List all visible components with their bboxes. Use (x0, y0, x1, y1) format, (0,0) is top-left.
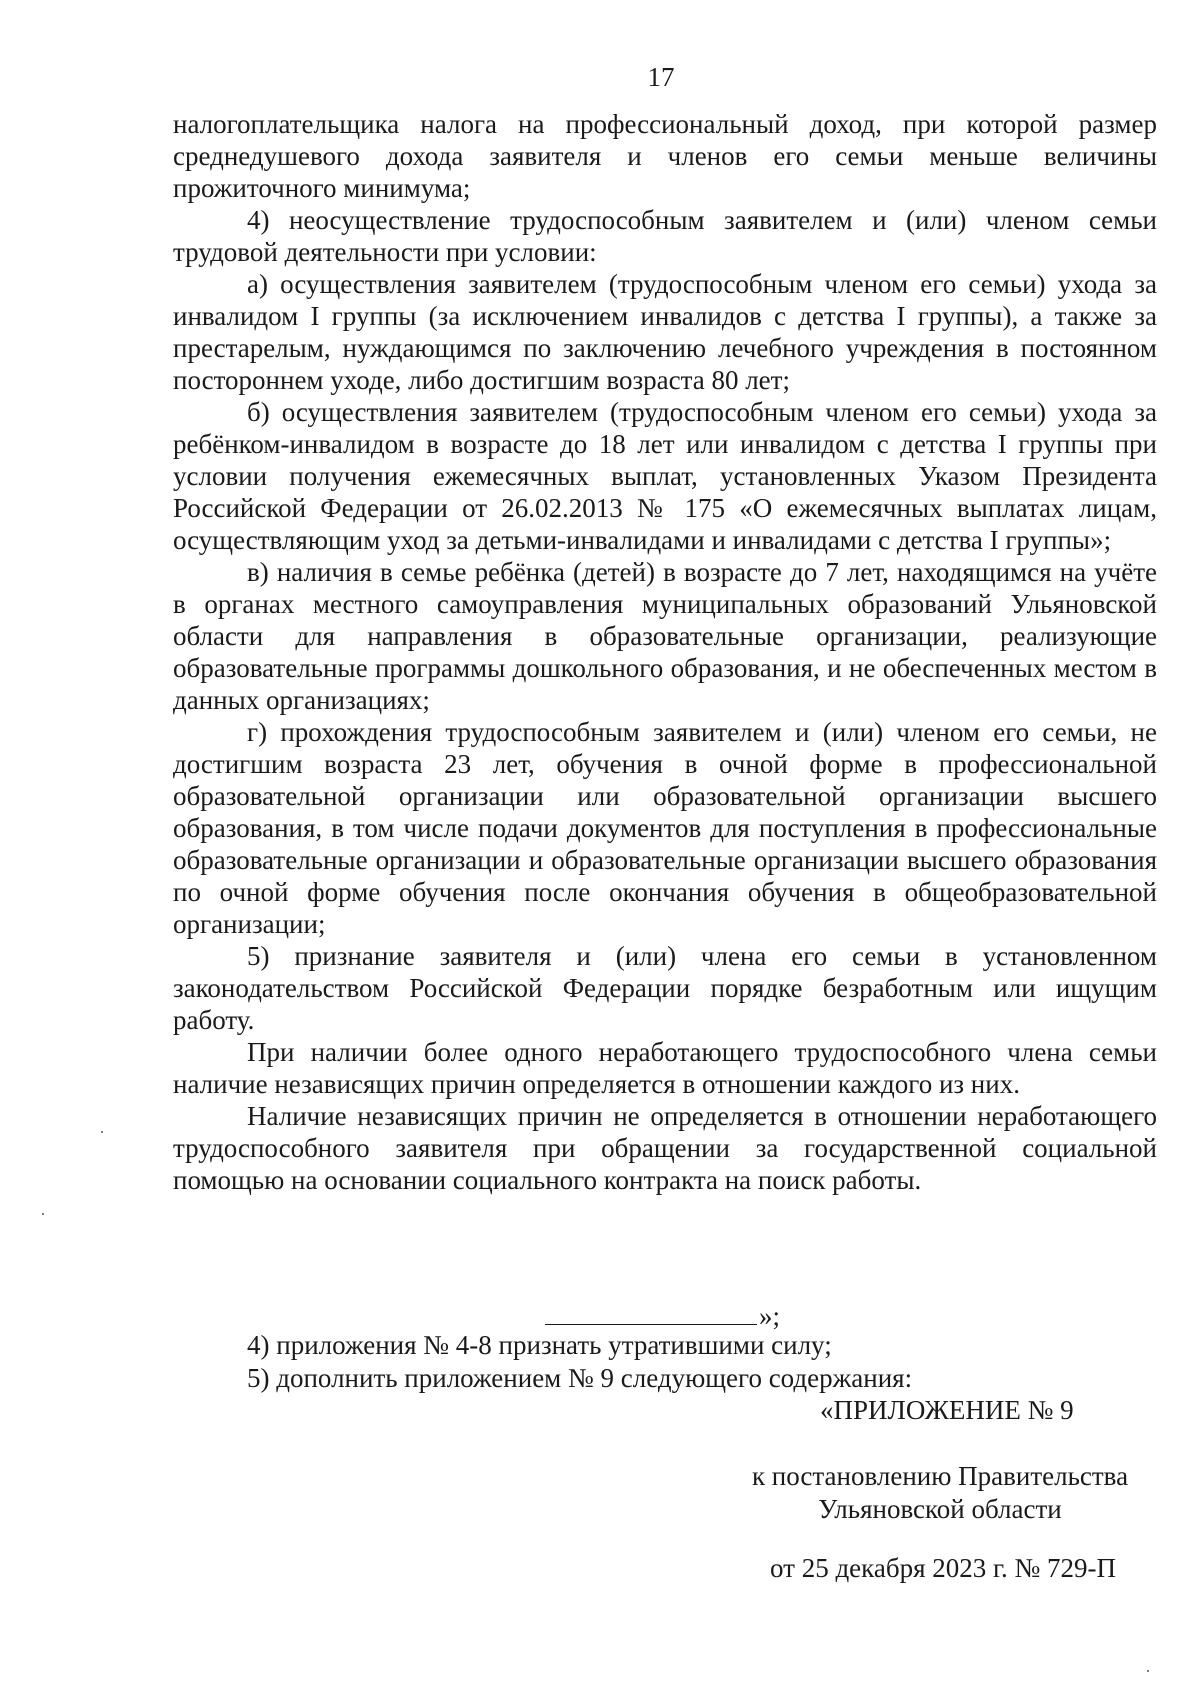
document-body (173, 108, 1157, 1196)
paragraph-continuation: налогоплательщика налога на профессиональный доход, при которой размер среднедушевого дохода заявителя и членов его семьи меньше величины прожиточного минимума; (173, 109, 1157, 203)
annex-reference (740, 1460, 1140, 1526)
paragraph-subitem-v: в) наличия в семье ребёнка (детей) в возрасте до 7 лет, находящимся на учёте в органах местного самоуправления муниципальных образований Ульяновской области для направления в образовательные организации, реализующие образовательные программы дошкольного образования, и не обеспеченных местом в данных организациях; (173, 557, 1157, 715)
page-number: 17 (647, 62, 675, 92)
annex-title: «ПРИЛОЖЕНИЕ № 9 (820, 1395, 1074, 1425)
scan-speck (101, 1131, 103, 1133)
paragraph-item-5: 5) признание заявителя и (или) члена его семьи в установленном законодательством Российской Федерации порядке безработным или ищущим работу. (173, 941, 1157, 1035)
paragraph-multiple-members: При наличии более одного неработающего трудоспособного члена семьи наличие независящих причин определяется в отношении каждого из них. (173, 1037, 1157, 1099)
paragraph-subitem-g: г) прохождения трудоспособным заявителем и (или) членом его семьи, не достигшим возраста 23 лет, обучения в очной форме в профессиональной образовательной организации или образовательной организации высшего образования, в том числе подачи документов для поступления в профессиональные образовательные организации и образовательные организации высшего образования по очной форме обучения после окончания обучения в общеобразовательной организации; (173, 717, 1157, 939)
scan-speck (1147, 1670, 1149, 1672)
paragraph-item-4: 4) неосуществление трудоспособным заявителем и (или) членом семьи трудовой деятельности при условии: (173, 205, 1157, 267)
paragraph-subitem-a: а) осуществления заявителем (трудоспособным членом его семьи) ухода за инвалидом I группы (за исключением инвалидов с детства I группы), а также за престарелым, нуждающимся по заключению лечебного учреждения в постоянном постороннем уходе, либо достигшим возраста 80 лет; (173, 269, 1157, 395)
annex-ref-line-2: Ульяновской области (818, 1494, 1062, 1524)
blank-underline (545, 1300, 757, 1325)
annex-date: от 25 декабря 2023 г. № 729-П (770, 1553, 1117, 1583)
paragraph-subitem-b: б) осуществления заявителем (трудоспособным членом его семьи) ухода за ребёнком-инвалидом в возрасте до 18 лет или инвалидом с детства I группы при условии получения ежемесячных выплат, установленных Указом Президента Российской Федерации от 26.02.2013 № 175 «О ежемесячных выплатах лицам, осуществляющим уход за детьми-инвалидами и инвалидами с детства I группы»; (173, 397, 1157, 555)
closing-quote: »; (759, 1301, 781, 1331)
closing-line (545, 1300, 780, 1332)
annex-ref-line-1: к постановлению Правительства (751, 1461, 1129, 1491)
amendment-item-5: 5) дополнить приложением № 9 следующего содержания: (247, 1363, 913, 1393)
scan-speck (42, 1213, 44, 1215)
amendment-item-4: 4) приложения № 4-8 признать утратившими силу; (247, 1330, 832, 1360)
paragraph-not-determined: Наличие независящих причин не определяется в отношении неработающего трудоспособного заявителя при обращении за государственной социальной помощью на основании социального контракта на поиск работы. (173, 1101, 1157, 1195)
